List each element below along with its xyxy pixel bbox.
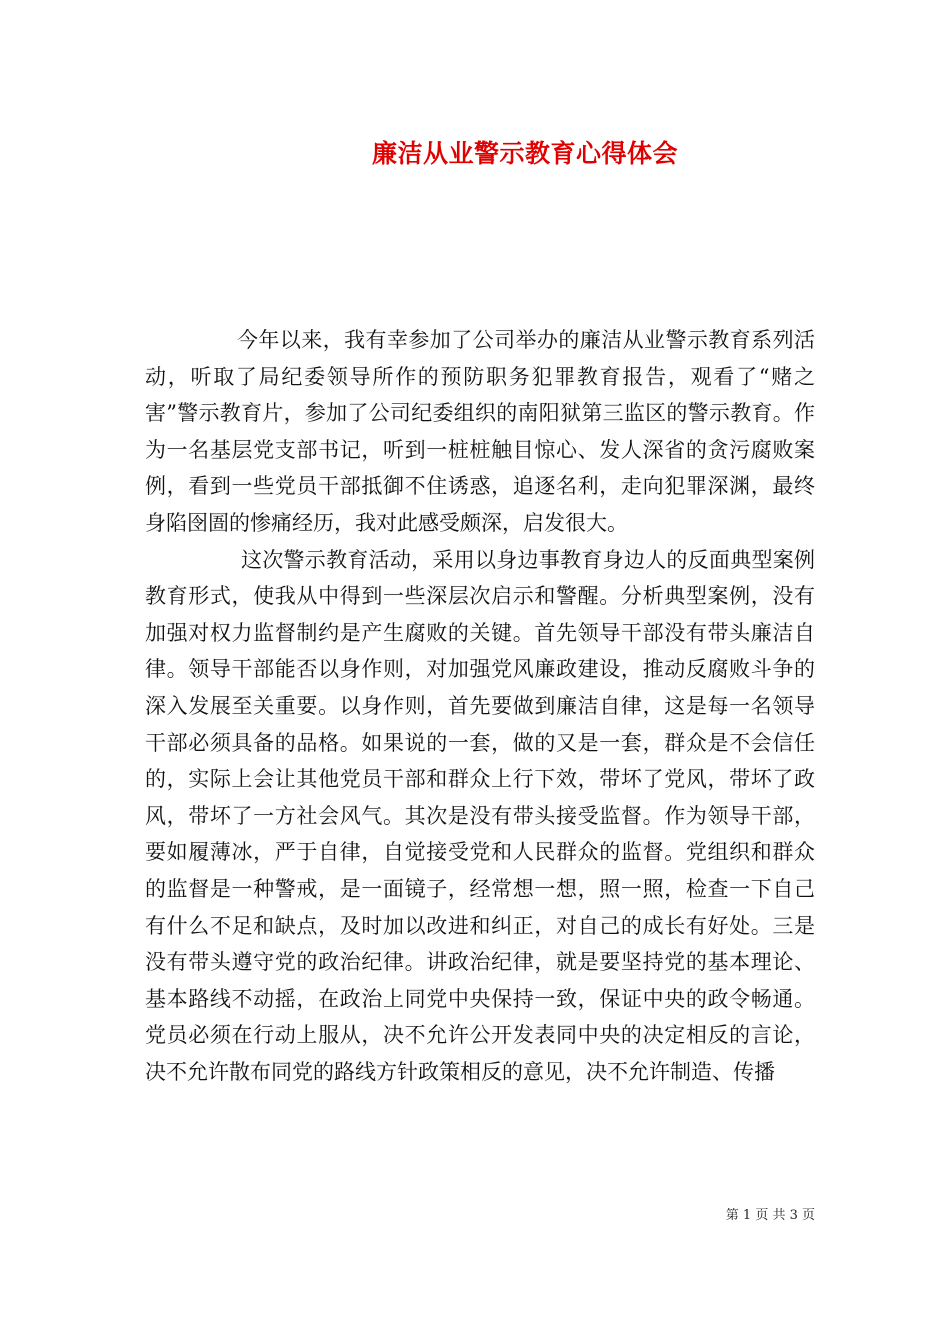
document-title: 廉洁从业警示教育心得体会	[371, 139, 678, 168]
document-body	[145, 322, 815, 1090]
paragraph-2: 这次警示教育活动，采用以身边事教育身边人的反面典型案例教育形式，使我从中得到一些深层次启示和警醒。分析典型案例，没有加强对权力监督制约是产生腐败的关键。首先领导干部没有带头廉洁自律。领导干部能否以身作则，对加强党风廉政建设，推动反腐败斗争的深入发展至关重要。以身作则，首先要做到廉洁自律，这是每一名领导干部必须具备的品格。如果说的一套，做的又是一套，群众是不会信任的，实际上会让其他党员干部和群众上行下效，带坏了党风，带坏了政风，带坏了一方社会风气。其次是没有带头接受监督。作为领导干部，要如履薄冰，严于自律，自觉接受党和人民群众的监督。党组织和群众的监督是一种警戒，是一面镜子，经常想一想，照一照，检查一下自己有什么不足和缺点，及时加以改进和纠正，对自己的成长有好处。三是没有带头遵守党的政治纪律。讲政治纪律，就是要坚持党的基本理论、基本路线不动摇，在政治上同党中央保持一致，保证中央的政令畅通。党员必须在行动上服从，决不允许公开发表同中央的决定相反的言论，决不允许散布同党的路线方针政策相反的意见，决不允许制造、传播	[145, 547, 815, 1084]
paragraph-1: 今年以来，我有幸参加了公司举办的廉洁从业警示教育系列活动，听取了局纪委领导所作的预防职务犯罪教育报告，观看了“赌之害”警示教育片，参加了公司纪委组织的南阳狱第三监区的警示教育。作为一名基层党支部书记，听到一桩桩触目惊心、发人深省的贪污腐败案例，看到一些党员干部抵御不住诱惑，追逐名利，走向犯罪深渊，最终身陷囹圄的惨痛经历，我对此感受颇深，启发很大。	[145, 328, 815, 535]
page-number-footer: 第 1 页 共 3 页	[725, 1208, 815, 1223]
